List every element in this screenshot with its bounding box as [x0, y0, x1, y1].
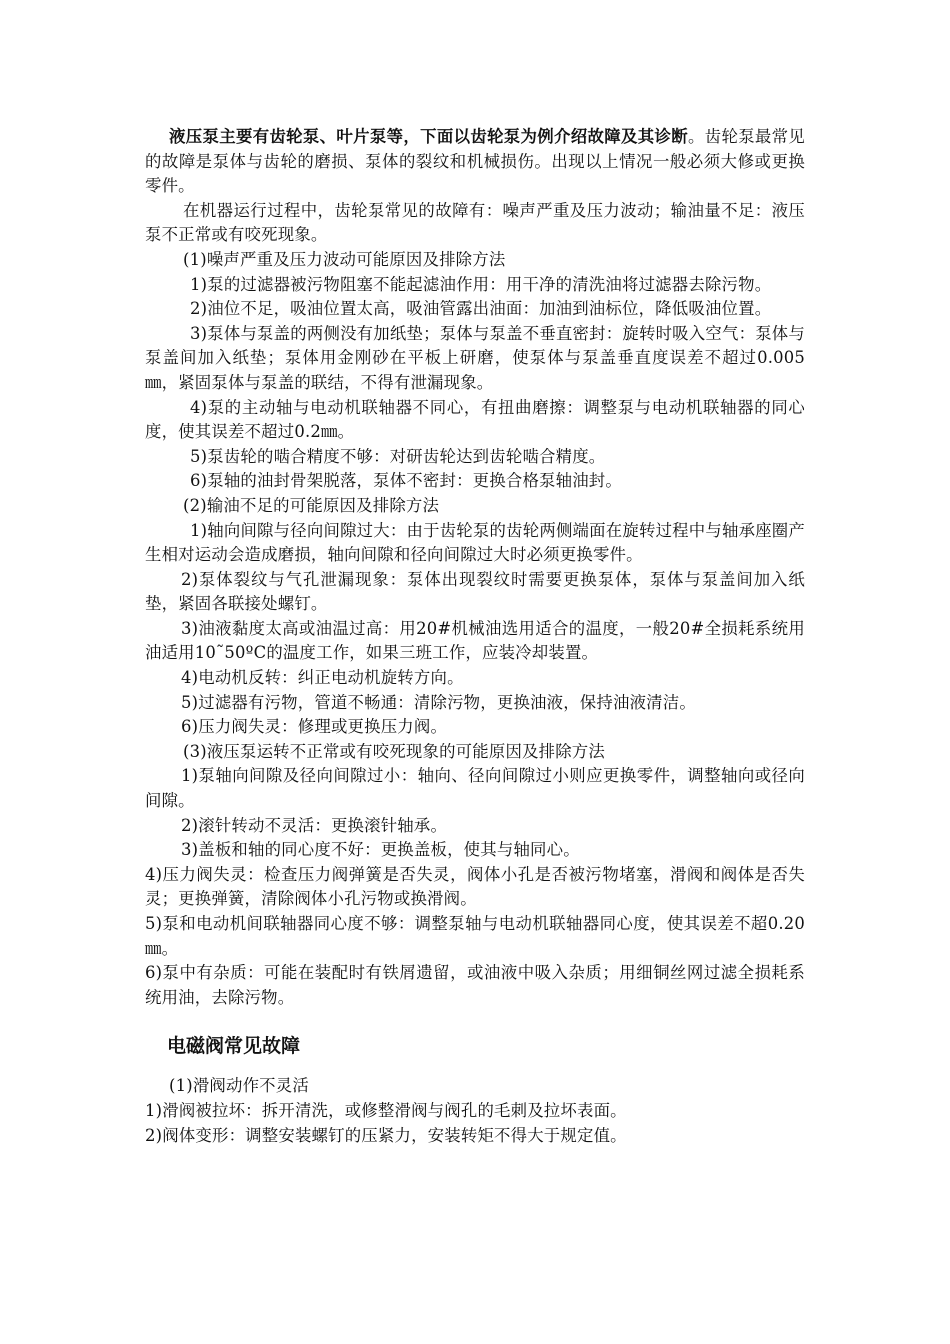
list-item: 3)油液黏度太高或油温过高：用20#机械油选用适合的温度，一般20#全损耗系统用油适用10˜50ºC的温度工作，如果三班工作，应装冷却装置。 [145, 618, 805, 663]
list-item: 4)压力阀失灵：检查压力阀弹簧是否失灵，阀体小孔是否被污物堵塞，滑阀和阀体是否失灵；更换弹簧，清除阀体小孔污物或换滑阀。 [145, 864, 805, 909]
list-item: 5)泵齿轮的啮合精度不够：对研齿轮达到齿轮啮合精度。 [190, 446, 606, 466]
intro-paragraph [145, 125, 805, 199]
list-item: 1)轴向间隙与径向间隙过大：由于齿轮泵的齿轮两侧端面在旋转过程中与轴承座圈产生相对运动会造成磨损，轴向间隙和径向间隙过大时必须更换零件。 [145, 520, 805, 565]
list-item: 3)盖板和轴的同心度不好：更换盖板，使其与轴同心。 [181, 840, 580, 860]
valve-sub-heading: (1)滑阀动作不灵活 [169, 1076, 309, 1096]
document-body [145, 125, 805, 1148]
list-item: 2)油位不足，吸油位置太高，吸油管露出油面：加油到油标位，降低吸油位置。 [190, 299, 772, 319]
list-item: 1)滑阀被拉坏：拆开清洗，或修整滑阀与阀孔的毛刺及拉坏表面。 [145, 1100, 627, 1120]
list-item: 6)泵轴的油封骨架脱落，泵体不密封：更换合格泵轴油封。 [190, 471, 622, 491]
list-item: 6)压力阀失灵：修理或更换压力阀。 [181, 717, 448, 737]
list-item: 2)阀体变形：调整安装螺钉的压紧力，安装转矩不得大于规定值。 [145, 1125, 627, 1145]
list-item: 1)泵的过滤器被污物阻塞不能起滤油作用：用干净的清洗油将过滤器去除污物。 [190, 274, 772, 294]
list-item: 5)泵和电动机间联轴器同心度不够：调整泵轴与电动机联轴器同心度，使其误差不超0.20㎜。 [145, 914, 805, 958]
intro-bold-text: 液压泵主要有齿轮泵、叶片泵等，下面以齿轮泵为例介绍故障及其诊断 [169, 127, 688, 146]
list-item: 6)泵中有杂质：可能在装配时有铁屑遗留，或油液中吸入杂质；用细铜丝网过滤全损耗系统用油，去除污物。 [145, 963, 805, 1007]
list-item: 3)泵体与泵盖的两侧没有加纸垫；泵体与泵盖不垂直密封：旋转时吸入空气：泵体与泵盖间加入纸垫；泵体用金刚砂在平板上研磨，使泵体与泵盖垂直度误差不超过0.005㎜，紧固泵体与泵盖的联结，不得有泄漏现象。 [145, 323, 805, 392]
overview-paragraph: 在机器运行过程中，齿轮泵常见的故障有：噪声严重及压力波动；输油量不足：液压泵不正常或有咬死现象。 [145, 200, 805, 245]
section-heading-noise: (1)噪声严重及压力波动可能原因及排除方法 [183, 249, 506, 269]
list-item: 2)泵体裂纹与气孔泄漏现象：泵体出现裂纹时需要更换泵体，泵体与泵盖间加入纸垫，紧固各联接处螺钉。 [145, 569, 805, 614]
section-heading-output: (2)输油不足的可能原因及排除方法 [183, 495, 440, 515]
list-item: 4)泵的主动轴与电动机联轴器不同心，有扭曲磨擦：调整泵与电动机联轴器的同心度，使其误差不超过0.2㎜。 [145, 397, 805, 442]
list-item: 4)电动机反转：纠正电动机旋转方向。 [181, 668, 464, 688]
list-item: 1)泵轴向间隙及径向间隙过小：轴向、径向间隙过小则应更换零件，调整轴向或径向间隙。 [145, 766, 805, 811]
section-heading-seize: (3)液压泵运转不正常或有咬死现象的可能原因及排除方法 [183, 741, 605, 761]
list-item: 2)滚针转动不灵活：更换滚针轴承。 [181, 815, 448, 835]
valve-section-title: 电磁阀常见故障 [167, 1035, 301, 1058]
intro-text: 。齿轮泵最常见的故障是泵体与齿轮的磨损、泵体的裂纹和机械损伤。出现以上情况一般必须大修或更换零件。 [145, 127, 806, 196]
list-item: 5)过滤器有污物，管道不畅通：清除污物，更换油液，保持油液清洁。 [181, 692, 696, 712]
